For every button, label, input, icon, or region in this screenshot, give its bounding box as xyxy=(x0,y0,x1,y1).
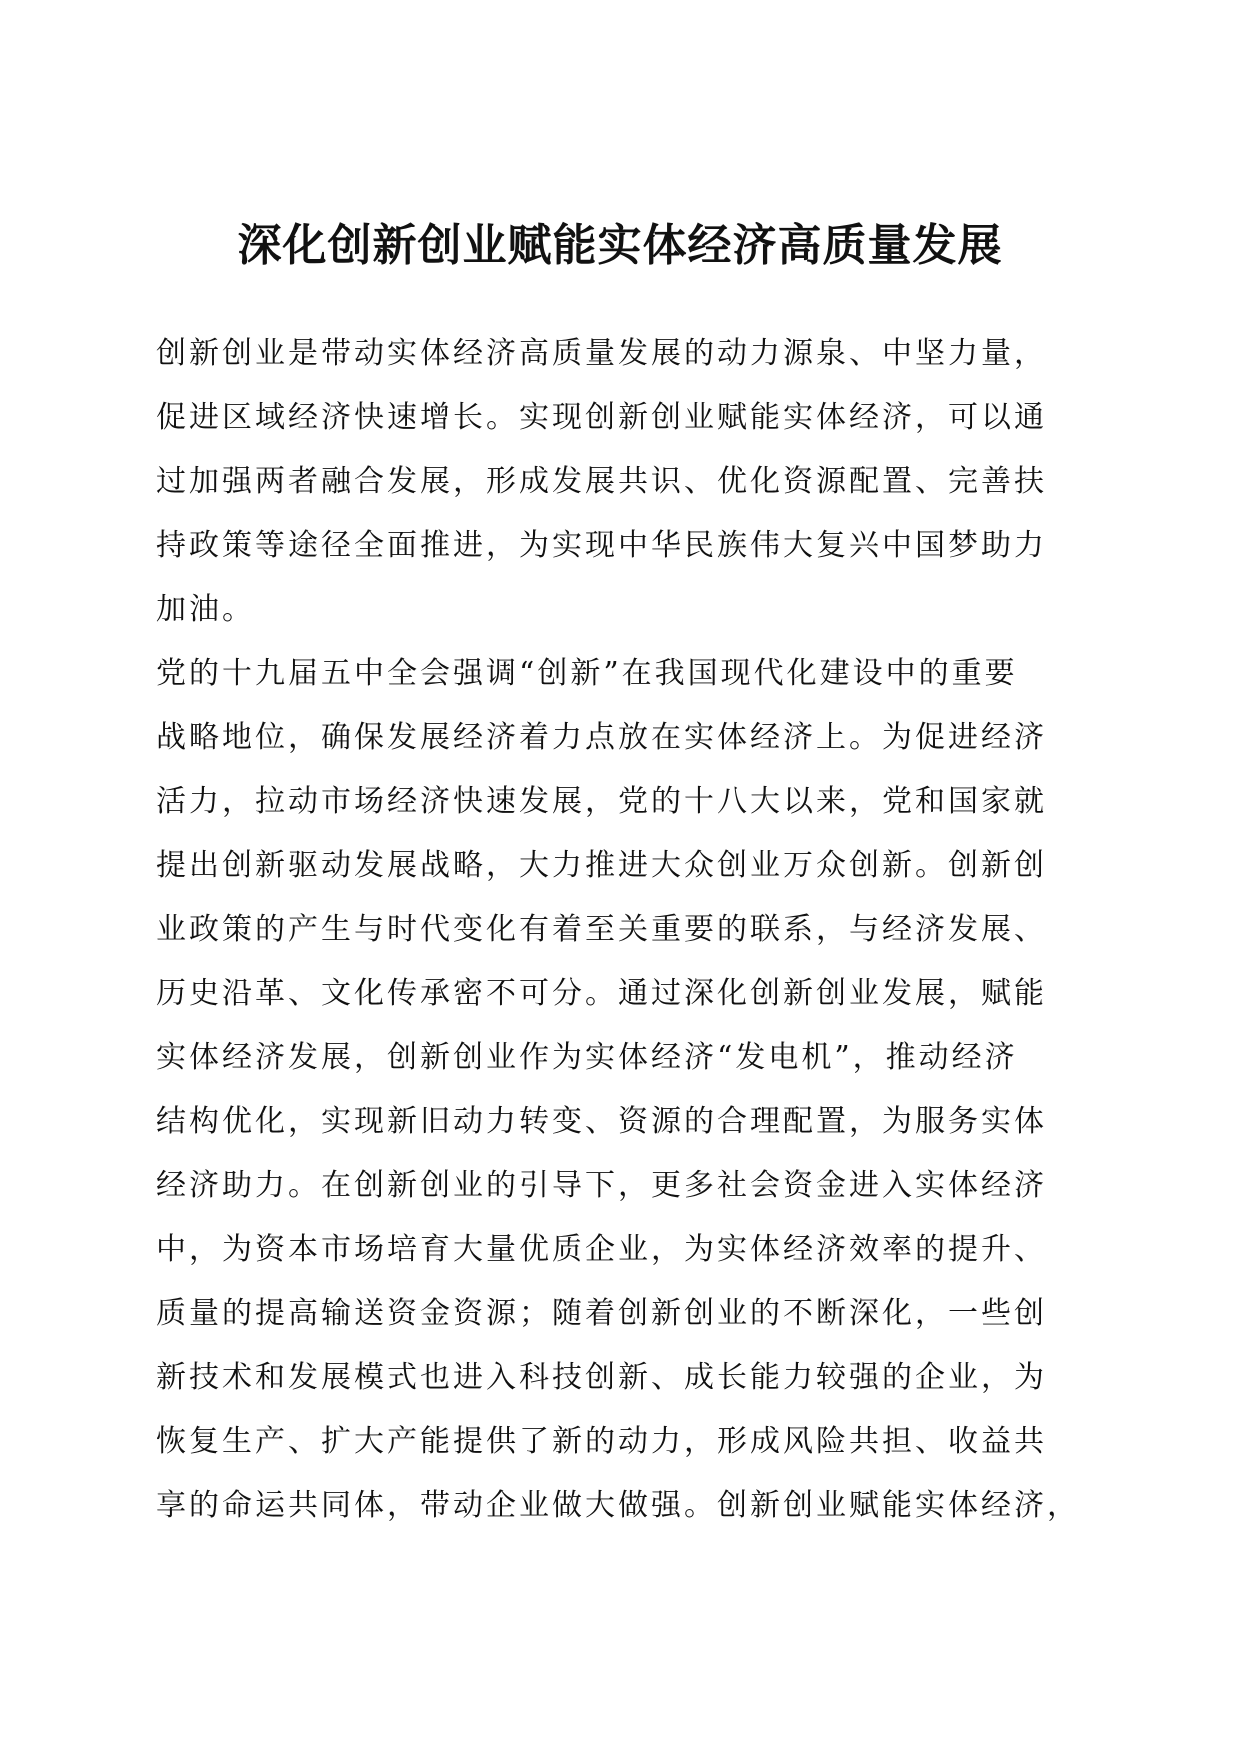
paragraph-2 xyxy=(156,642,1096,1538)
text-line: 活力，拉动市场经济快速发展，党的十八大以来，党和国家就 xyxy=(156,784,1047,819)
text-line: 实体经济发展，创新创业作为实体经济“发电机”，推动经济 xyxy=(156,1040,1018,1075)
text-line: 业政策的产生与时代变化有着至关重要的联系，与经济发展、 xyxy=(156,912,1047,947)
text-line: 历史沿革、文化传承密不可分。通过深化创新创业发展，赋能 xyxy=(156,976,1047,1011)
text-line: 加油。 xyxy=(156,592,255,627)
text-line: 质量的提高输送资金资源；随着创新创业的不断深化，一些创 xyxy=(156,1296,1047,1331)
text-line: 党的十九届五中全会强调“创新”在我国现代化建设中的重要 xyxy=(156,656,1018,691)
text-line: 战略地位，确保发展经济着力点放在实体经济上。为促进经济 xyxy=(156,720,1047,755)
document-title: 深化创新创业赋能实体经济高质量发展 xyxy=(237,220,1003,271)
text-line: 中，为资本市场培育大量优质企业，为实体经济效率的提升、 xyxy=(156,1232,1047,1267)
document-body xyxy=(156,322,1096,1538)
text-line: 持政策等途径全面推进，为实现中华民族伟大复兴中国梦助力 xyxy=(156,528,1047,563)
text-line: 促进区域经济快速增长。实现创新创业赋能实体经济，可以通 xyxy=(156,400,1047,435)
text-line: 过加强两者融合发展，形成发展共识、优化资源配置、完善扶 xyxy=(156,464,1047,499)
text-line: 恢复生产、扩大产能提供了新的动力，形成风险共担、收益共 xyxy=(156,1424,1047,1459)
text-line: 享的命运共同体，带动企业做大做强。创新创业赋能实体经济， xyxy=(156,1488,1080,1523)
text-line: 经济助力。在创新创业的引导下，更多社会资金进入实体经济 xyxy=(156,1168,1047,1203)
text-line: 结构优化，实现新旧动力转变、资源的合理配置，为服务实体 xyxy=(156,1104,1047,1139)
paragraph-1 xyxy=(156,322,1096,642)
text-line: 提出创新驱动发展战略，大力推进大众创业万众创新。创新创 xyxy=(156,848,1047,883)
text-line: 新技术和发展模式也进入科技创新、成长能力较强的企业，为 xyxy=(156,1360,1047,1395)
text-line: 创新创业是带动实体经济高质量发展的动力源泉、中坚力量， xyxy=(156,336,1047,371)
